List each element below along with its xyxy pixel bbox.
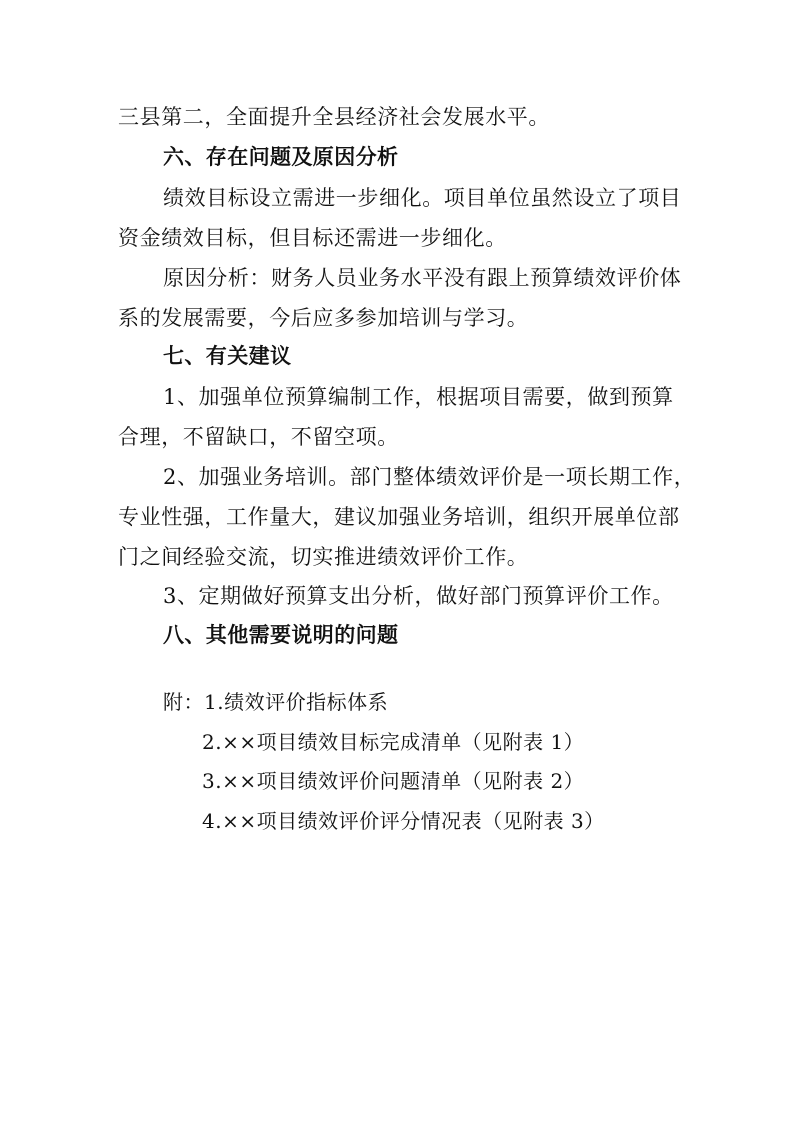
section-7-item-2-line-2: 专业性强，工作量大，建议加强业务培训，组织开展单位部 [118,505,680,529]
appendix-item-3: 3.××项目绩效评价问题清单（见附表 2） [202,769,585,793]
section-7-item-2-line-1: 2、加强业务培训。部门整体绩效评价是一项长期工作， [163,465,696,489]
section-6-paragraph-2-line-1: 原因分析：财务人员业务水平没有跟上预算绩效评价体 [163,266,682,290]
section-8-heading: 八、其他需要说明的问题 [163,623,399,647]
section-6-heading: 六、存在问题及原因分析 [163,145,399,169]
continuation-line: 三县第二，全面提升全县经济社会发展水平。 [118,105,550,129]
appendix-item-2: 2.××项目绩效目标完成清单（见附表 1） [202,730,585,754]
section-6-paragraph-1-line-2: 资金绩效目标，但目标还需进一步细化。 [118,226,507,250]
appendix-item-4: 4.××项目绩效评价评分情况表（见附表 3） [202,809,605,833]
section-7-item-3-line-1: 3、定期做好预算支出分析，做好部门预算评价工作。 [163,584,674,608]
section-7-item-2-line-3: 门之间经验交流，切实推进绩效评价工作。 [118,545,529,569]
section-6-paragraph-1-line-1: 绩效目标设立需进一步细化。项目单位虽然设立了项目 [163,186,682,210]
section-7-heading: 七、有关建议 [163,344,292,368]
section-7-item-1-line-1: 1、加强单位预算编制工作，根据项目需要，做到预算 [163,385,674,409]
section-7-item-1-line-2: 合理，不留缺口，不留空项。 [118,425,399,449]
appendix-item-1: 附：1.绩效评价指标体系 [163,690,389,714]
section-6-paragraph-2-line-2: 系的发展需要，今后应多参加培训与学习。 [118,306,529,330]
